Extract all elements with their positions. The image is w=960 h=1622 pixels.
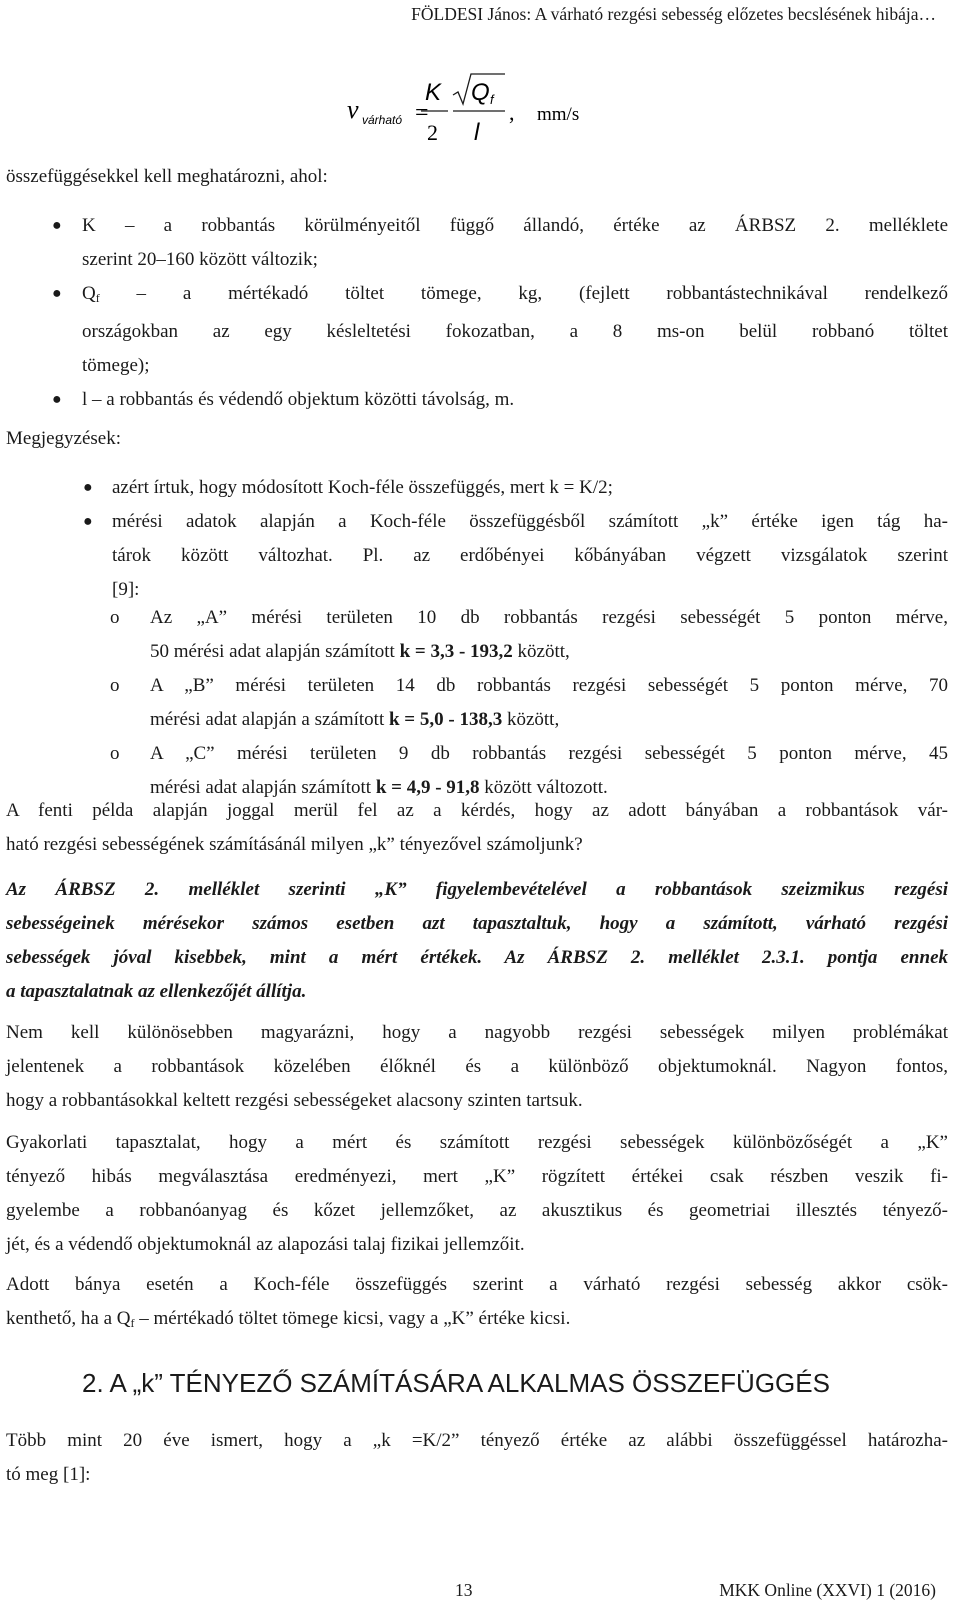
page-number: 13	[455, 1580, 473, 1600]
bullet-icon: ●	[52, 217, 62, 234]
formula-v: v	[347, 95, 359, 124]
formula-Q-subscript: f	[490, 92, 494, 107]
bullet-icon: ●	[52, 285, 62, 302]
formula-l: l	[474, 119, 480, 146]
section-heading: 2. A „k” TÉNYEZŐ SZÁMÍTÁSÁRA ALKALMAS ÖSSZEFÜGGÉS	[82, 1368, 830, 1398]
formula-unit: mm/s	[537, 104, 580, 125]
bullet-icon: ●	[83, 479, 93, 496]
paragraph-question: A fenti példa alapján joggal merül fel az a kérdés, hogy az adott bányában a robbantások vár- ható rezgési sebességének számításánál milyen „k” tényezővel számoljunk?	[6, 800, 948, 855]
notes-list	[83, 471, 948, 607]
formula-Q: Q	[471, 79, 490, 106]
bullet-icon: ●	[52, 391, 62, 408]
measurement-sublist	[110, 601, 948, 805]
note-2: ● mérési adatok alapján a Koch-féle összefüggésből számított „k” értéke igen tág ha- tárok között változhat. Pl. az erdőbényei kőbányában végzett vizsgálatok szerint [9]:	[112, 505, 948, 607]
subnote-A: o Az „A” mérési területen 10 db robbantás rezgési sebességét 5 ponton mérve, 50 mérési adat alapján számított k = 3,3 - 193,2 között,	[150, 601, 948, 669]
formula-two: 2	[427, 120, 438, 145]
definition-l: ● l – a robbantás és védendő objektum közötti távolság, m.	[82, 383, 948, 417]
subnote-B: o A „B” mérési területen 14 db robbantás rezgési sebességét 5 ponton mérve, 70 mérési adat alapján a számított k = 5,0 - 138,3 között,	[150, 669, 948, 737]
running-header: FÖLDESI János: A várható rezgési sebesség előzetes becslésének hibája…	[411, 4, 936, 24]
formula-equals: =	[415, 100, 429, 126]
subnote-marker: o	[110, 675, 120, 696]
definition-Qf: ● $Q_f$ – a mértékadó töltet tömege, kg, (fejlett robbantástechnikával rendelkező országokban az egy késleltetési fokozatban, a 8 ms-on belül robbanó töltet tömege);	[82, 277, 948, 383]
journal-footer: MKK Online (XXVI) 1 (2016)	[719, 1580, 936, 1600]
definitions-list	[52, 209, 948, 417]
vibration-velocity-formula	[345, 70, 675, 160]
subnote-marker: o	[110, 607, 120, 628]
formula-K: K	[425, 79, 442, 106]
formula-comma: ,	[509, 100, 515, 125]
subnote-C: o A „C” mérési területen 9 db robbantás rezgési sebességét 5 ponton mérve, 45 mérési adat alapján számított k = 4,9 - 91,8 között változott.	[150, 737, 948, 805]
subnote-marker: o	[110, 743, 120, 764]
paragraph-practice: Gyakorlati tapasztalat, hogy a mért és számított rezgési sebességek különbözőségét a „K” tényező hibás megválasztása eredményezi, mert „K” rögzített értékei csak részben veszik fi- gyelembe a robbanóanyag és kőzet jellemzőket, az akusztikus és geometriai illesztés tényező- jét, és a védendő objektumoknál az alapozási talaj fizikai jellemzőit.	[6, 1132, 948, 1255]
paragraph-intro-formula: Több mint 20 éve ismert, hogy a „k =K/2” tényező értéke az alábbi összefüggéssel határozha- tó meg [1]:	[6, 1430, 948, 1485]
note-1: ● azért írtuk, hogy módosított Koch-féle összefüggés, mert k = K/2;	[112, 471, 948, 505]
bullet-icon: ●	[83, 513, 93, 530]
paragraph-emphasis: Az ÁRBSZ 2. melléklet szerinti „K” figyelembevételével a robbantások szeizmikus rezgési sebességeinek mérésekor számos esetben azt tapasztaltuk, hogy a számított, várható rezgési sebességek jóval kisebbek, mint a mért értékek. Az ÁRBSZ 2. melléklet 2.3.1. pontja ennek a tapasztalatnak az ellenkezőjét állítja.	[6, 879, 948, 1002]
definition-K: ● K – a robbantás körülményeitől függő állandó, értéke az ÁRBSZ 2. melléklete szerint 20–160 között változik;	[82, 209, 948, 277]
notes-title: Megjegyzések:	[6, 428, 122, 449]
paragraph-explanation: Nem kell különösebben magyarázni, hogy a nagyobb rezgési sebességek milyen problémákat jelentenek a robbantások közelében élőknél és a különböző objektumoknál. Nagyon fontos, hogy a robbantásokkal keltett rezgési sebességeket alacsony szinten tartsuk.	[6, 1022, 948, 1111]
intro-line: összefüggésekkel kell meghatározni, ahol:	[6, 166, 328, 187]
paragraph-koch: Adott bánya esetén a Koch-féle összefüggés szerint a várható rezgési sebesség akkor csök- kenthető, ha a $Q_f$ – mértékadó töltet tömege kicsi, vagy a „K” értéke kicsi.	[6, 1274, 948, 1330]
formula-v-subscript: várható	[362, 113, 403, 127]
